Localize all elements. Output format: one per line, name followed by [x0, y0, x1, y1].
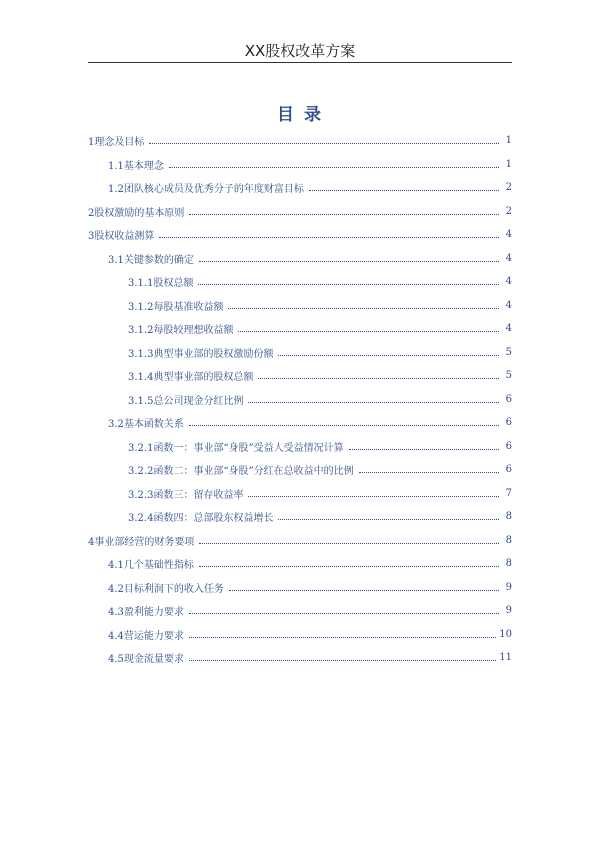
toc-entry[interactable]: [88, 317, 512, 341]
toc-entry[interactable]: [88, 176, 512, 200]
toc-entry[interactable]: [88, 388, 512, 412]
toc-entry-text: 3.2.4函数四：总部股东权益增长: [128, 513, 274, 525]
toc-entry-page: 9: [505, 605, 512, 617]
toc-entry-text: 3股权收益测算: [88, 231, 155, 243]
toc-leader-dots: [228, 308, 499, 309]
toc-leader-dots: [349, 449, 499, 450]
toc-entry[interactable]: [88, 646, 512, 670]
toc-entry-page: 1: [505, 158, 512, 170]
toc-entry-page: 2: [505, 182, 512, 194]
toc-leader-dots: [229, 590, 499, 591]
toc-leader-dots: [189, 613, 499, 614]
toc-leader-dots: [199, 261, 499, 262]
toc-entry-text: 2股权激励的基本原则: [88, 207, 185, 219]
toc-entry-page: 8: [505, 558, 512, 570]
toc-entry-text: 1理念及目标: [88, 137, 145, 149]
toc-entry-page: 4: [505, 252, 512, 264]
toc-leader-dots: [278, 355, 499, 356]
toc-entry-text: 4.5现金流量要求: [108, 654, 184, 666]
toc-entry-text: 3.2.2函数二：事业部“身股”分红在总收益中的比例: [128, 466, 354, 478]
toc-leader-dots: [248, 402, 499, 403]
toc-entry[interactable]: [88, 294, 512, 318]
toc-entry-text: 3.1关键参数的确定: [108, 254, 194, 266]
toc-entry-text: 4事业部经营的财务要项: [88, 536, 195, 548]
toc-entry-page: 4: [505, 299, 512, 311]
toc-leader-dots: [189, 660, 496, 661]
toc-entry-page: 1: [505, 135, 512, 147]
toc-entry[interactable]: [88, 552, 512, 576]
toc-entry-text: 3.2.3函数三：留存收益率: [128, 489, 244, 501]
toc-leader-dots: [238, 331, 499, 332]
toc-entry[interactable]: [88, 529, 512, 553]
header-divider: [88, 62, 512, 63]
toc-leader-dots: [278, 519, 499, 520]
toc-entry[interactable]: [88, 505, 512, 529]
toc-entry-text: 4.1几个基础性指标: [108, 560, 194, 572]
toc-entry[interactable]: [88, 270, 512, 294]
toc-title: 目 录: [277, 105, 323, 125]
toc-leader-dots: [189, 214, 499, 215]
toc-entry-text: 3.2基本函数关系: [108, 419, 184, 431]
toc-entry-page: 2: [505, 205, 512, 217]
toc-leader-dots: [159, 237, 499, 238]
toc-entry-page: 6: [505, 464, 512, 476]
toc-entry-text: 1.2团队核心成员及优秀分子的年度财富目标: [108, 184, 304, 196]
toc-leader-dots: [309, 190, 499, 191]
toc-entry[interactable]: [88, 200, 512, 224]
toc-entry-page: 6: [505, 393, 512, 405]
toc-entry-text: 1.1基本理念: [108, 160, 164, 172]
toc-entry[interactable]: [88, 247, 512, 271]
toc-entry-page: 9: [505, 581, 512, 593]
toc-entry-page: 4: [505, 229, 512, 241]
toc-leader-dots: [189, 637, 496, 638]
toc-entry-text: 3.1.4典型事业部的股权总额: [128, 372, 254, 384]
toc-entry-page: 4: [505, 323, 512, 335]
toc-entry-page: 4: [505, 276, 512, 288]
toc-entry[interactable]: [88, 576, 512, 600]
toc-entry-page: 10: [499, 628, 512, 640]
toc-leader-dots: [359, 472, 499, 473]
toc-entry[interactable]: [88, 458, 512, 482]
toc-entry-page: 5: [505, 346, 512, 358]
toc-entry[interactable]: [88, 623, 512, 647]
toc-entry[interactable]: [88, 599, 512, 623]
document-header-title: XX股权改革方案: [244, 42, 356, 60]
toc-entry-text: 4.3盈利能力要求: [108, 607, 184, 619]
toc-entry-text: 3.1.5总公司现金分红比例: [128, 395, 244, 407]
toc-leader-dots: [169, 167, 499, 168]
toc-leader-dots: [258, 378, 499, 379]
toc-entry-page: 6: [505, 440, 512, 452]
toc-entry[interactable]: [88, 364, 512, 388]
toc-entry[interactable]: [88, 482, 512, 506]
toc-entry-text: 3.2.1函数一：事业部“身股”受益人受益情况计算: [128, 442, 344, 454]
toc-leader-dots: [198, 284, 499, 285]
toc-entry-text: 3.1.2每股较理想收益额: [128, 325, 234, 337]
toc-entry-text: 3.1.2每股基准收益额: [128, 301, 224, 313]
toc-entry-text: 4.2目标利润下的收入任务: [108, 583, 224, 595]
toc-entry[interactable]: [88, 129, 512, 153]
toc-entry[interactable]: [88, 411, 512, 435]
toc-entry-page: 11: [499, 652, 512, 664]
toc-entry-text: 3.1.1股权总额: [128, 278, 194, 290]
toc-entry-page: 5: [505, 370, 512, 382]
table-of-contents: [88, 129, 512, 670]
toc-entry[interactable]: [88, 153, 512, 177]
toc-leader-dots: [199, 543, 499, 544]
toc-leader-dots: [199, 566, 499, 567]
toc-entry-page: 6: [505, 417, 512, 429]
toc-entry[interactable]: [88, 223, 512, 247]
toc-leader-dots: [149, 143, 499, 144]
toc-entry-page: 8: [505, 534, 512, 546]
toc-entry[interactable]: [88, 435, 512, 459]
toc-leader-dots: [248, 496, 499, 497]
toc-entry[interactable]: [88, 341, 512, 365]
toc-entry-page: 7: [505, 487, 512, 499]
toc-entry-text: 3.1.3典型事业部的股权激励份额: [128, 348, 274, 360]
toc-entry-text: 4.4营运能力要求: [108, 630, 184, 642]
toc-entry-page: 8: [505, 511, 512, 523]
toc-leader-dots: [189, 425, 499, 426]
